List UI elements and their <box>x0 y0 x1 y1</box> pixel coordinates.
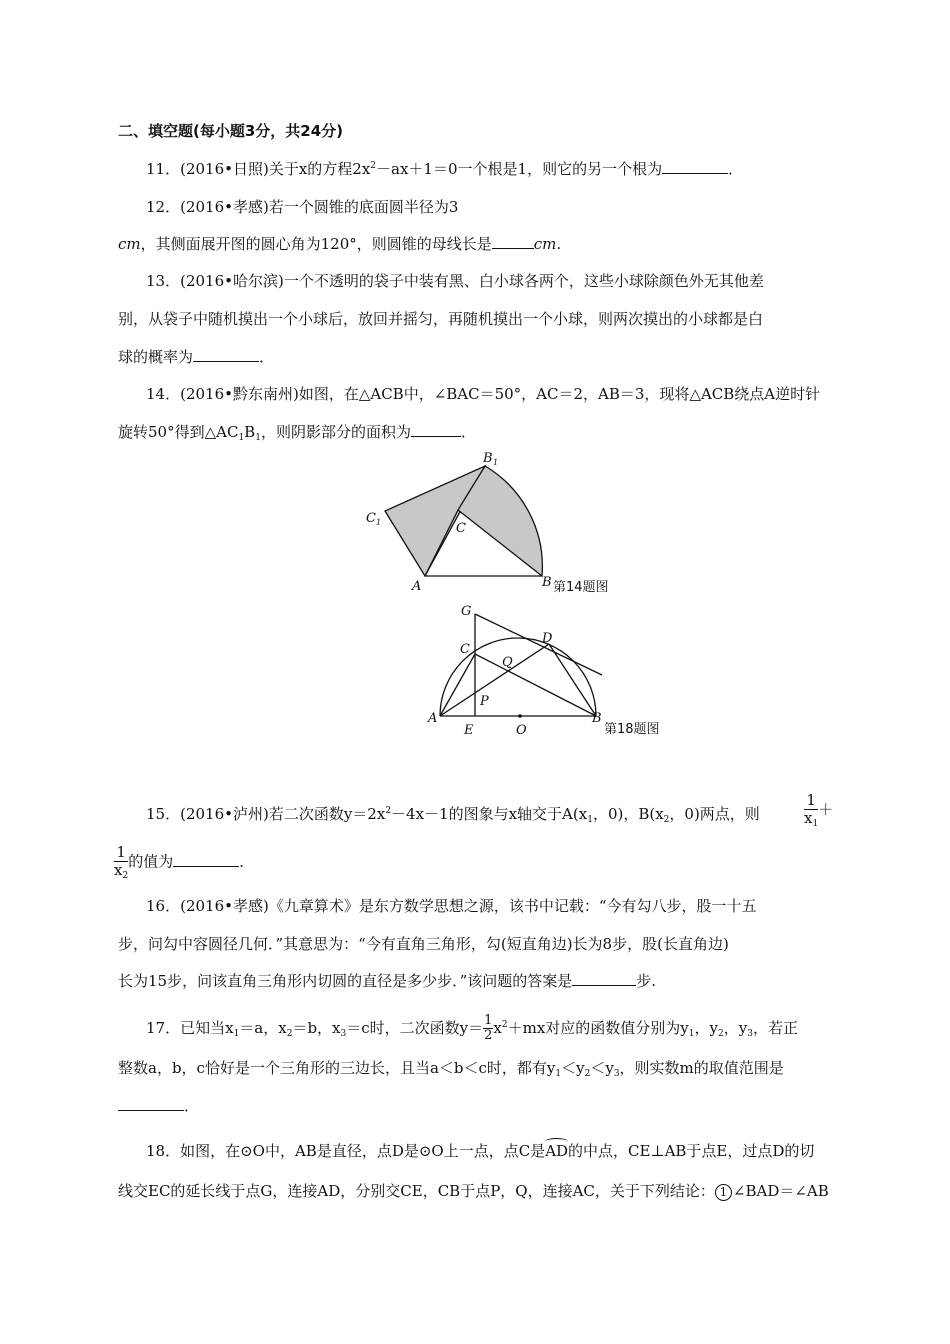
label-O: O <box>516 723 527 738</box>
answer-blank[interactable] <box>572 971 636 986</box>
label-B: B <box>592 711 602 726</box>
question-18: 18．如图，在⊙O中，AB是直径，点D是⊙O上一点，点C是AD的中点，CE⊥AB于点E，过点D的切 <box>146 1142 815 1160</box>
label-P: P <box>480 694 489 709</box>
answer-blank[interactable] <box>118 1096 184 1111</box>
question-12-line2: cm，其侧面展开图的圆心角为120°，则圆锥的母线长是 cm. <box>118 235 562 253</box>
label-C: C <box>456 521 466 536</box>
tangent-GD <box>475 614 602 675</box>
arc-AD: AD <box>545 1142 569 1160</box>
question-17-line2: 整数a，b，c恰好是一个三角形的三边长，且当a＜b＜c时，都有$y_1<y_2<y_3$，则实数m的取值范围是 <box>118 1059 784 1079</box>
shaded-region-left <box>385 466 485 576</box>
question-15: 15．(2016•泸州)若二次函数$y=2x^2-4x-1$的图象与x轴交于$A(x_1$，0)，$B(x_2$，0)两点，则 <box>146 805 760 825</box>
question-17: 17．已知当$x_1=a$，$x_2=b$，$x_3=c$时，二次函数y＝ $\frac{1}{2}$ $x^2+mx$对应的函数值分别为$y_1$，$y_2$，$y_3$，若正 <box>146 1013 798 1044</box>
question-16-line3: 长为15步，问该直角三角形内切圆的直径是多少步．”该问题的答案是 步. <box>118 972 657 990</box>
figure-18 <box>420 600 690 740</box>
segment-AC <box>440 654 475 716</box>
label-B: B <box>542 575 552 590</box>
figure-14 <box>360 448 640 598</box>
answer-blank[interactable] <box>173 852 239 867</box>
fraction-one-half: $\frac{1}{2}$ <box>484 1013 493 1044</box>
answer-blank[interactable] <box>492 234 534 249</box>
question-14: 14．(2016•黔东南州)如图，在△ACB中，∠BAC＝50°，AC＝2，AB＝3，现将△ACB绕点A逆时针 <box>146 385 821 403</box>
question-15-line2: $\frac{1}{x_2}$ 的值为 ． <box>114 843 255 881</box>
question-14-line2: 旋转50°得到$\triangle AC_1B_1$，则阴影部分的面积为 ． <box>118 423 476 443</box>
label-B1: B <box>483 451 493 466</box>
question-16-line2: 步，问勾中容圆径几何．”其意思为：“今有直角三角形，勾(短直角边)长为8步，股(长直角边) <box>118 935 729 953</box>
center-point-O <box>518 714 522 718</box>
question-11: 11．(2016•日照)关于x的方程$2x^2-ax+1=0$一个根是1，则它的另一个根为 ． <box>146 160 744 178</box>
q11-source: (2016•日照) <box>180 160 269 178</box>
segment-DB <box>549 644 596 716</box>
label-G: G <box>461 604 472 619</box>
question-13-line2: 别，从袋子中随机摸出一个小球后，放回并摇匀，再随机摸出一个小球，则两次摸出的小球都是白 <box>118 310 764 328</box>
figure-18-caption: 第18题图 <box>604 722 660 737</box>
question-13-line3: 球的概率为 ． <box>118 348 275 366</box>
question-13: 13．(2016•哈尔滨)一个不透明的袋子中装有黑、白小球各两个，这些小球除颜色外无其他差 <box>146 272 764 290</box>
svg-text:1: 1 <box>493 458 499 467</box>
svg-text:1: 1 <box>376 518 382 527</box>
label-E: E <box>464 723 474 738</box>
question-12: 12．(2016•孝感)若一个圆锥的底面圆半径为3 <box>146 198 459 216</box>
answer-blank[interactable] <box>193 347 259 362</box>
label-A: A <box>412 579 422 594</box>
circled-number-1: 1 <box>715 1184 732 1201</box>
question-16: 16．(2016•孝感)《九章算术》是东方数学思想之源，该书中记载：“今有勾八步，股一十五 <box>146 897 757 915</box>
label-C: C <box>460 642 470 657</box>
section-title: 二、填空题(每小题3分，共24分) <box>118 122 344 140</box>
segment-AD <box>440 644 549 716</box>
q11-number: 11． <box>146 160 181 178</box>
label-D: D <box>542 631 553 646</box>
fraction-1-over-x2: $\frac{1}{x_2}$ <box>114 843 129 881</box>
label-C1: C <box>366 511 376 526</box>
label-Q: Q <box>502 655 513 670</box>
question-17-line3: ． <box>118 1095 199 1116</box>
answer-blank[interactable] <box>662 159 728 174</box>
label-A: A <box>428 711 438 726</box>
fraction-1-over-x1: $\frac{1}{x_1}$ ＋ <box>804 791 834 829</box>
figure-14-caption: 第14题图 <box>553 580 609 595</box>
question-18-line2: 线交EC的延长线于点G，连接AD，分别交CE，CB于点P，Q，连接AC，关于下列结论： 1 ∠BAD＝∠AB <box>118 1182 829 1200</box>
answer-blank[interactable] <box>411 422 461 437</box>
